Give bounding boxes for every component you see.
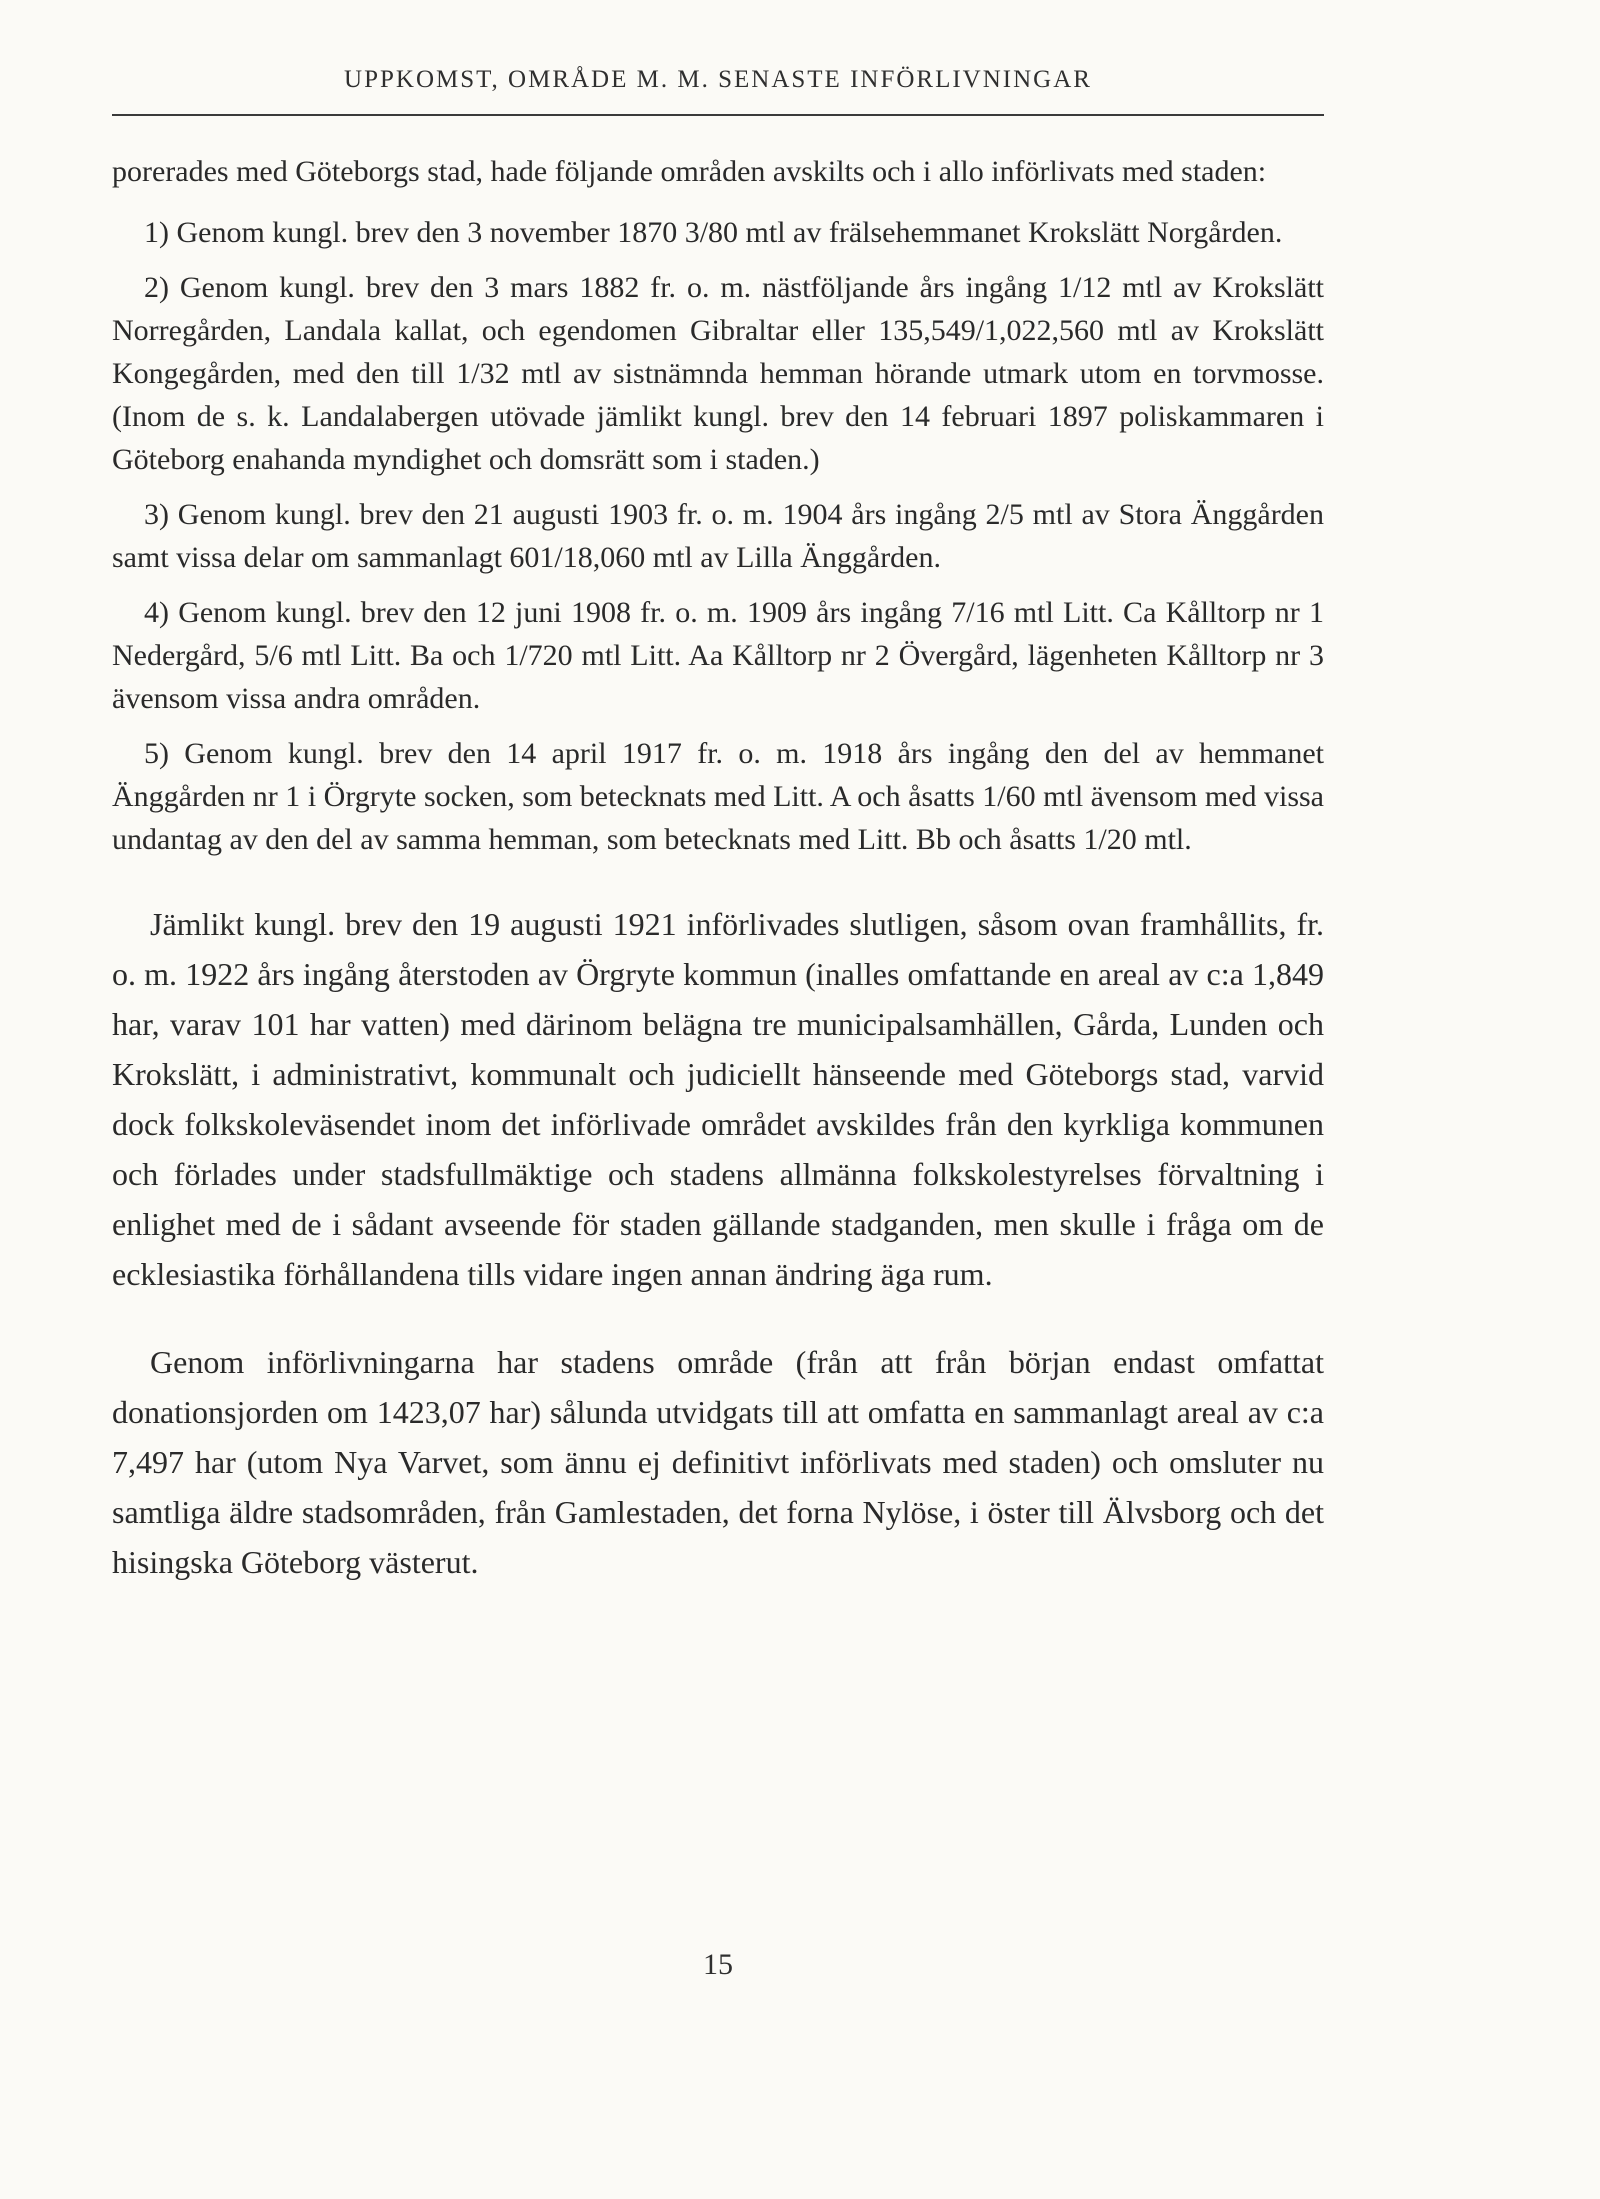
running-title: UPPKOMST, OMRÅDE M. M. SENASTE INFÖRLIVNINGAR bbox=[344, 66, 1092, 93]
body-paragraph: Genom införlivningarna har stadens område (från att från början endast omfattat donationsjorden om 1423,07 har) sålunda utvidgats till att omfatta en sammanlagt areal av c:a 7,497 har (utom Nya Varvet, som ännu ej definitivt införlivats med staden) och omsluter nu samtliga äldre stadsområden, från Gamlestaden, det forna Nylöse, i öster till Älvsborg och det hisingska Göteborg västerut. bbox=[112, 1344, 1324, 1580]
list-item: 4) Genom kungl. brev den 12 juni 1908 fr. o. m. 1909 års ingång 7/16 mtl Litt. Ca Kålltorp nr 1 Nedergård, 5/6 mtl Litt. Ba och 1/720 mtl Litt. Aa Kålltorp nr 2 Övergård, lägenheten Kålltorp nr 3 ävensom vissa andra områden. bbox=[112, 596, 1324, 715]
list-item: 3) Genom kungl. brev den 21 augusti 1903 fr. o. m. 1904 års ingång 2/5 mtl av Stora Änggården samt vissa delar om sammanlagt 601/18,060 mtl av Lilla Änggården. bbox=[112, 498, 1324, 574]
header-rule bbox=[112, 114, 1324, 116]
intro-paragraph: porerades med Göteborgs stad, hade följande områden avskilts och i allo införlivats med staden: bbox=[112, 155, 1267, 188]
body-paragraph: Jämlikt kungl. brev den 19 augusti 1921 införlivades slutligen, såsom ovan framhållits, fr. o. m. 1922 års ingång återstoden av Örgryte kommun (inalles omfattande en areal av c:a 1,849 har, varav 101 har vatten) med därinom belägna tre municipalsamhällen, Gårda, Lunden och Krokslätt, i administrativt, kommunalt och judiciellt hänseende med Göteborgs stad, varvid dock folkskoleväsendet inom det införlivade området avskildes från den kyrkliga kommunen och förlades under stadsfullmäktige och stadens allmänna folkskolestyrelses förvaltning i enlighet med de i sådant avseende för staden gällande stadganden, men skulle i fråga om de ecklesiastika förhållandena tills vidare ingen annan ändring äga rum. bbox=[112, 906, 1324, 1292]
list-item: 1) Genom kungl. brev den 3 november 1870 3/80 mtl av frälsehemmanet Krokslätt Norgården. bbox=[144, 216, 1283, 249]
body-text bbox=[112, 150, 1324, 1587]
list-item: 2) Genom kungl. brev den 3 mars 1882 fr. o. m. nästföljande års ingång 1/12 mtl av Krokslätt Norregården, Landala kallat, och egendomen Gibraltar eller 135,549/1,022,560 mtl av Krokslätt Kongegården, med den till 1/32 mtl av sistnämnda hemman hörande utmark utom en torvmosse. (Inom de s. k. Landalabergen utövade jämlikt kungl. brev den 14 februari 1897 poliskammaren i Göteborg enahanda myndighet och domsrätt som i staden.) bbox=[112, 271, 1324, 476]
page-number: 15 bbox=[703, 1948, 733, 1981]
list-item: 5) Genom kungl. brev den 14 april 1917 fr. o. m. 1918 års ingång den del av hemmanet Änggården nr 1 i Örgryte socken, som betecknats med Litt. A och åsatts 1/60 mtl ävensom med vissa undantag av den del av samma hemman, som betecknats med Litt. Bb och åsatts 1/20 mtl. bbox=[112, 737, 1324, 856]
